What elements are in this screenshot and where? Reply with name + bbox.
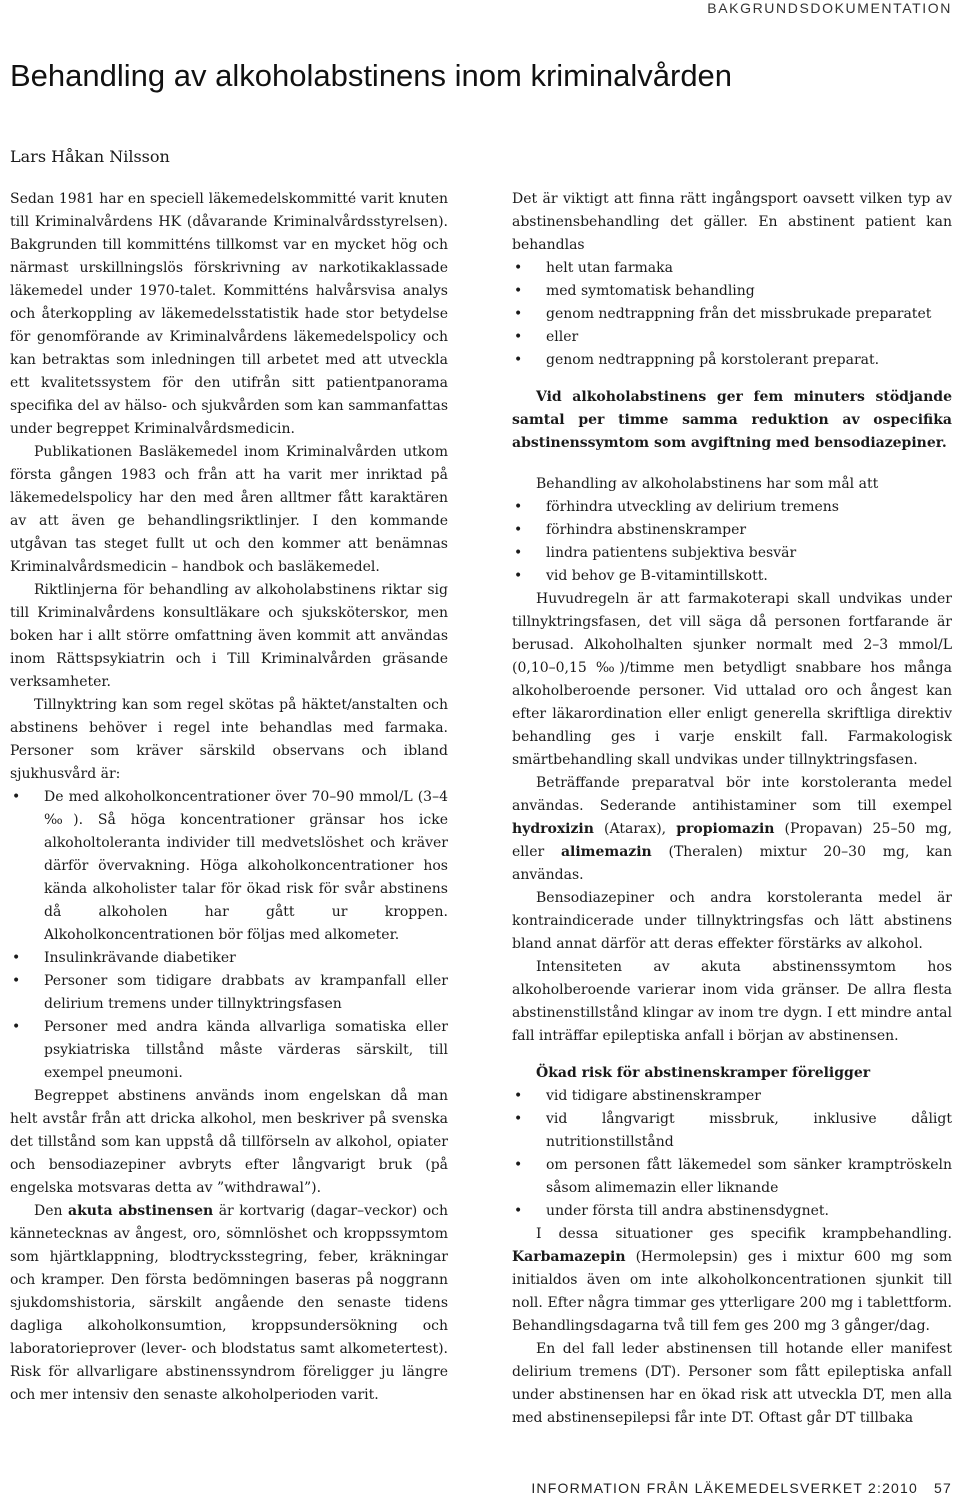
paragraph xyxy=(512,772,952,887)
paragraph xyxy=(10,1200,448,1407)
bold-term: alimemazin xyxy=(560,844,652,860)
bold-term: akuta abstinensen xyxy=(68,1203,214,1219)
list-item: • under första till andra abstinensdygnet. xyxy=(512,1200,952,1223)
paragraph: En del fall leder abstinensen till hotande eller manifest delirium tremens (DT). Personer som fått epileptiska anfall under abstinensen har en ökad risk att utveckla DT, men alla med abstinensepilepsi får inte DT. Oftast går DT tillbaka xyxy=(512,1341,952,1426)
list-item: • Personer som tidigare drabbats av krampanfall eller delirium tremens under tillnyktringsfasen xyxy=(10,970,448,1016)
list-item: • med symtomatisk behandling xyxy=(512,280,952,303)
bullet-list xyxy=(512,1085,952,1223)
list-item: • förhindra utveckling av delirium tremens xyxy=(512,496,952,519)
text-run: är kortvarig (dagar–veckor) och kännetecknas av ångest, oro, sömnlöshet och kroppssymtom som hjärtklappning, blodtrycksstegring, feber, kräkningar och kramper. Den första bedömningen baseras på noggrann sjukdomshistoria, särskilt angående den senaste tidens dagliga alkoholkonsumtion, kroppsundersökning och laboratorieprover (lever- och blodstatus samt alkometertest). Risk för allvarligare abstinenssyndrom föreligger ju längre och mer intensiv den senaste alkoholperioden varit. xyxy=(10,1203,448,1403)
paragraph: Behandling av alkoholabstinens har som mål att xyxy=(536,476,879,492)
text-run: (Hermolepsin) ges i mixtur 600 mg som initialdos även om inte alkoholkoncentrationen sjunkit till noll. Efter några timmar ges ytterligare 200 mg i tablettform. Behandlingsdagarna två till fem ges 200 mg 3 gånger/dag. xyxy=(512,1249,952,1334)
page-title: Behandling av alkoholabstinens inom kriminalvården xyxy=(10,58,733,93)
list-item: • helt utan farmaka xyxy=(512,257,952,280)
right-column xyxy=(512,188,952,1430)
text-run: Beträffande preparatval bör inte korstoleranta medel användas. Sederande antihistaminer som till exempel xyxy=(512,775,952,814)
bullet-list xyxy=(10,786,448,1085)
list-item: • vid behov ge B-vitamintillskott. xyxy=(512,565,952,588)
list-item: • eller xyxy=(512,326,952,349)
paragraph: Bensodiazepiner och andra korstoleranta medel är kontraindicerade under tillnyktringsfas och lätt abstinens bland annat därför att deras effekter förstärks av alkohol. xyxy=(512,890,952,952)
subheading: Ökad risk för abstinenskramper föreligger xyxy=(536,1065,871,1081)
bold-term: Karbamazepin xyxy=(512,1249,626,1265)
text-run: (Atarax), xyxy=(593,821,677,837)
spacer xyxy=(512,455,952,473)
left-column xyxy=(10,188,448,1407)
paragraph: Tillnyktring kan som regel skötas på häktet/anstalten och abstinens behöver i regel inte behandlas med farmaka. Personer som kräver särskild observans och ibland sjukhusvård är: xyxy=(10,697,448,782)
paragraph: Intensiteten av akuta abstinenssymtom hos alkoholberoende varierar inom vida gränser. De allra flesta abstinenstillstånd klingar av inom tre dygn. I ett mindre antal fall inträffar epileptiska anfall i början av abstinensen. xyxy=(512,959,952,1044)
paragraph: Riktlinjerna för behandling av alkoholabstinens riktar sig till Kriminalvårdens konsultläkare och sjuksköterskor, men boken har i allt större omfattning även kommit att användas inom Rättspsykiatrin och i Till Kriminalvården gräsande verksamheter. xyxy=(10,582,448,690)
page-number: 57 xyxy=(934,1480,952,1496)
text-run: I dessa situationer ges specifik krampbehandling. xyxy=(536,1226,952,1242)
page-footer xyxy=(531,1480,952,1496)
publication-label: INFORMATION FRÅN LÄKEMEDELSVERKET 2:2010 xyxy=(531,1480,919,1496)
list-item: • om personen fått läkemedel som sänker kramptröskeln såsom alimemazin eller liknande xyxy=(512,1154,952,1200)
list-item: • Personer med andra kända allvarliga somatiska eller psykiatriska tillstånd måste värderas särskilt, till exempel pneumoni. xyxy=(10,1016,448,1085)
paragraph: Begreppet abstinens används inom engelskan då man helt avstår från att dricka alkohol, men beskriver på svenska det tillstånd som kan uppstå då tillförseln av alkohol, opiater och bensodiazepiner avbryts efter långvarigt bruk (på engelska motsvaras detta av ”withdrawal”). xyxy=(10,1088,448,1196)
paragraph: Det är viktigt att finna rätt ingångsport oavsett vilken typ av abstinensbehandling det gäller. En abstinent patient kan behandlas xyxy=(512,191,952,253)
paragraph: Publikationen Basläkemedel inom Kriminalvården utkom första gången 1983 och från att ha varit mer inriktad på läkemedelspolicy har den med åren alltmer fått karaktären av att även ge behandlingsriktlinjer. I den kommande utgåvan tas steget fullt ut och den kommer att benämnas Kriminalvårdsmedicin – handbok och basläkemedel. xyxy=(10,444,448,575)
bold-term: propiomazin xyxy=(676,821,775,837)
list-item: • genom nedtrappning på korstolerant preparat. xyxy=(512,349,952,372)
paragraph xyxy=(512,1223,952,1338)
text-run: (Propavan) 25–50 mg, eller xyxy=(512,821,953,860)
list-item: • förhindra abstinenskramper xyxy=(512,519,952,542)
lead-statement: Vid alkoholabstinens ger fem minuters stödjande samtal per timme samma reduktion av ospecifika abstinenssymtom som avgiftning med bensodiazepiner. xyxy=(512,389,952,451)
bullet-list xyxy=(512,257,952,372)
bullet-list xyxy=(512,496,952,588)
bold-term: hydroxizin xyxy=(512,821,594,837)
paragraph: Sedan 1981 har en speciell läkemedelskommitté varit knuten till Kriminalvårdens HK (dåvarande Kriminalvårdsstyrelsen). Bakgrunden till kommitténs tillkomst var en mycket hög och närmast urskillningslös förskrivning av narkotikaklassade läkemedel under 1970-talet. Kommitténs halvårsvisa analys och återkoppling av läkemedelsstatistik hade stor betydelse för genomförande av Kriminalvårdens läkemedelspolicy och kan betraktas som inledningen till arbetet med att utveckla ett kvalitetssystem för den utifrån sitt patientpanorama specifika del av hälso- och sjukvården som kan sammanfattas under begreppet Kriminalvårdsmedicin. xyxy=(10,191,448,437)
list-item: • genom nedtrappning från det missbrukade preparatet xyxy=(512,303,952,326)
list-item: • vid tidigare abstinenskramper xyxy=(512,1085,952,1108)
section-label: BAKGRUNDSDOKUMENTATION xyxy=(707,0,952,16)
paragraph: Huvudregeln är att farmakoterapi skall undvikas under tillnyktringsfasen, det vill säga då personen fortfarande är berusad. Alkoholhalten sjunker normalt med 2–3 mmol/L (0,10–0,15 ‰)/timme men betydligt snabbare hos många alkoholberoende personer. Vid uttalad oro och ångest kan efter läkarordination eller enligt generella skriftliga direktiv behandling ges i varje enskilt fall. Farmakologisk smärtbehandling skall undvikas under tillnyktringsfasen. xyxy=(512,591,952,768)
text-run: (Theralen) mixtur 20–30 mg, kan användas. xyxy=(512,844,952,883)
list-item: • De med alkoholkoncentrationer över 70–90 mmol/L (3–4 ‰). Så höga koncentrationer gränsar hos icke alkoholtoleranta individer till medvetslöshet och kräver därför övervakning. Höga alkoholkoncentrationer hos kända alkoholister talar för ökad risk för svår abstinens då alkoholen har gått ur kroppen. Alkoholkoncentrationen bör följas med alkometer. xyxy=(10,786,448,947)
list-item: • lindra patientens subjektiva besvär xyxy=(512,542,952,565)
list-item: • Insulinkrävande diabetiker xyxy=(10,947,448,970)
author: Lars Håkan Nilsson xyxy=(10,147,170,166)
list-item: • vid långvarigt missbruk, inklusive dåligt nutritionstillstånd xyxy=(512,1108,952,1154)
text-run: Den xyxy=(34,1203,69,1219)
